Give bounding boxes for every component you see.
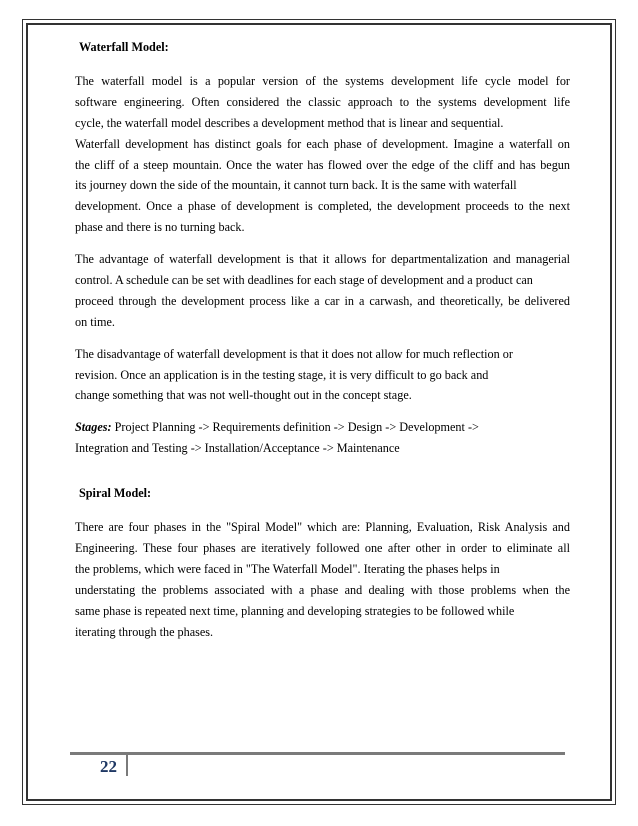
text-line: the cliff of a steep mountain. Once the water has flowed over the edge of the cliff and has begun (75, 157, 570, 172)
page-content (75, 40, 570, 642)
text-line: There are four phases in the "Spiral Model" which are: Planning, Evaluation, Risk Analysis and (75, 520, 570, 535)
text-line: development. Once a phase of development is completed, the development proceeds to the next (75, 199, 570, 214)
stages-label: Stages: (75, 420, 112, 435)
stages-text: Project Planning -> Requirements definition -> Design -> Development -> (111, 420, 479, 435)
stages-line-1 (75, 417, 570, 438)
text-line: iterating through the phases. (75, 624, 214, 639)
spiral-paragraph-1 (75, 517, 570, 642)
page-number: 22 (100, 757, 117, 776)
text-line: same phase is repeated next time, planning and developing strategies to be followed while (75, 603, 515, 618)
text-line: control. A schedule can be set with deadlines for each stage of development and a product can (75, 273, 533, 288)
waterfall-paragraph-1 (75, 71, 570, 238)
text-line: Engineering. These four phases are iteratively followed one after other in order to eliminate all (75, 541, 570, 556)
text-line: cycle, the waterfall model describes a development method that is linear and sequential. (75, 115, 504, 130)
page-number-divider (126, 754, 128, 776)
text-line: revision. Once an application is in the testing stage, it is very difficult to go back and (75, 367, 489, 382)
text-line: on time. (75, 314, 115, 329)
waterfall-heading: Waterfall Model: (79, 40, 169, 54)
text-line: its journey down the side of the mountain, it cannot turn back. It is the same with waterfall (75, 178, 517, 193)
text-line: The waterfall model is a popular version of the systems development life cycle model for (75, 74, 570, 88)
text-line: The advantage of waterfall development is that it allows for departmentalization and managerial (75, 252, 570, 267)
spiral-heading: Spiral Model: (79, 486, 152, 501)
text-line: Waterfall development has distinct goals for each phase of development. Imagine a waterfall on (75, 136, 570, 151)
waterfall-paragraph-3 (75, 344, 570, 407)
text-line: proceed through the development process like a car in a carwash, and theoretically, be delivered (75, 293, 570, 308)
stages-line-2: Integration and Testing -> Installation/Acceptance -> Maintenance (75, 441, 400, 456)
text-line: The disadvantage of waterfall development is that it does not allow for much reflection or (75, 346, 513, 361)
footer-divider (70, 752, 565, 755)
text-line: understating the problems associated with a phase and dealing with those problems when the (75, 582, 570, 597)
text-line: the problems, which were faced in "The Waterfall Model". Iterating the phases helps in (75, 561, 500, 576)
waterfall-paragraph-2 (75, 249, 570, 333)
text-line: change something that was not well-thought out in the concept stage. (75, 388, 412, 403)
waterfall-stages (75, 417, 570, 459)
text-line: phase and there is no turning back. (75, 220, 245, 235)
text-line: software engineering. Often considered the classic approach to the systems development life (75, 94, 570, 109)
